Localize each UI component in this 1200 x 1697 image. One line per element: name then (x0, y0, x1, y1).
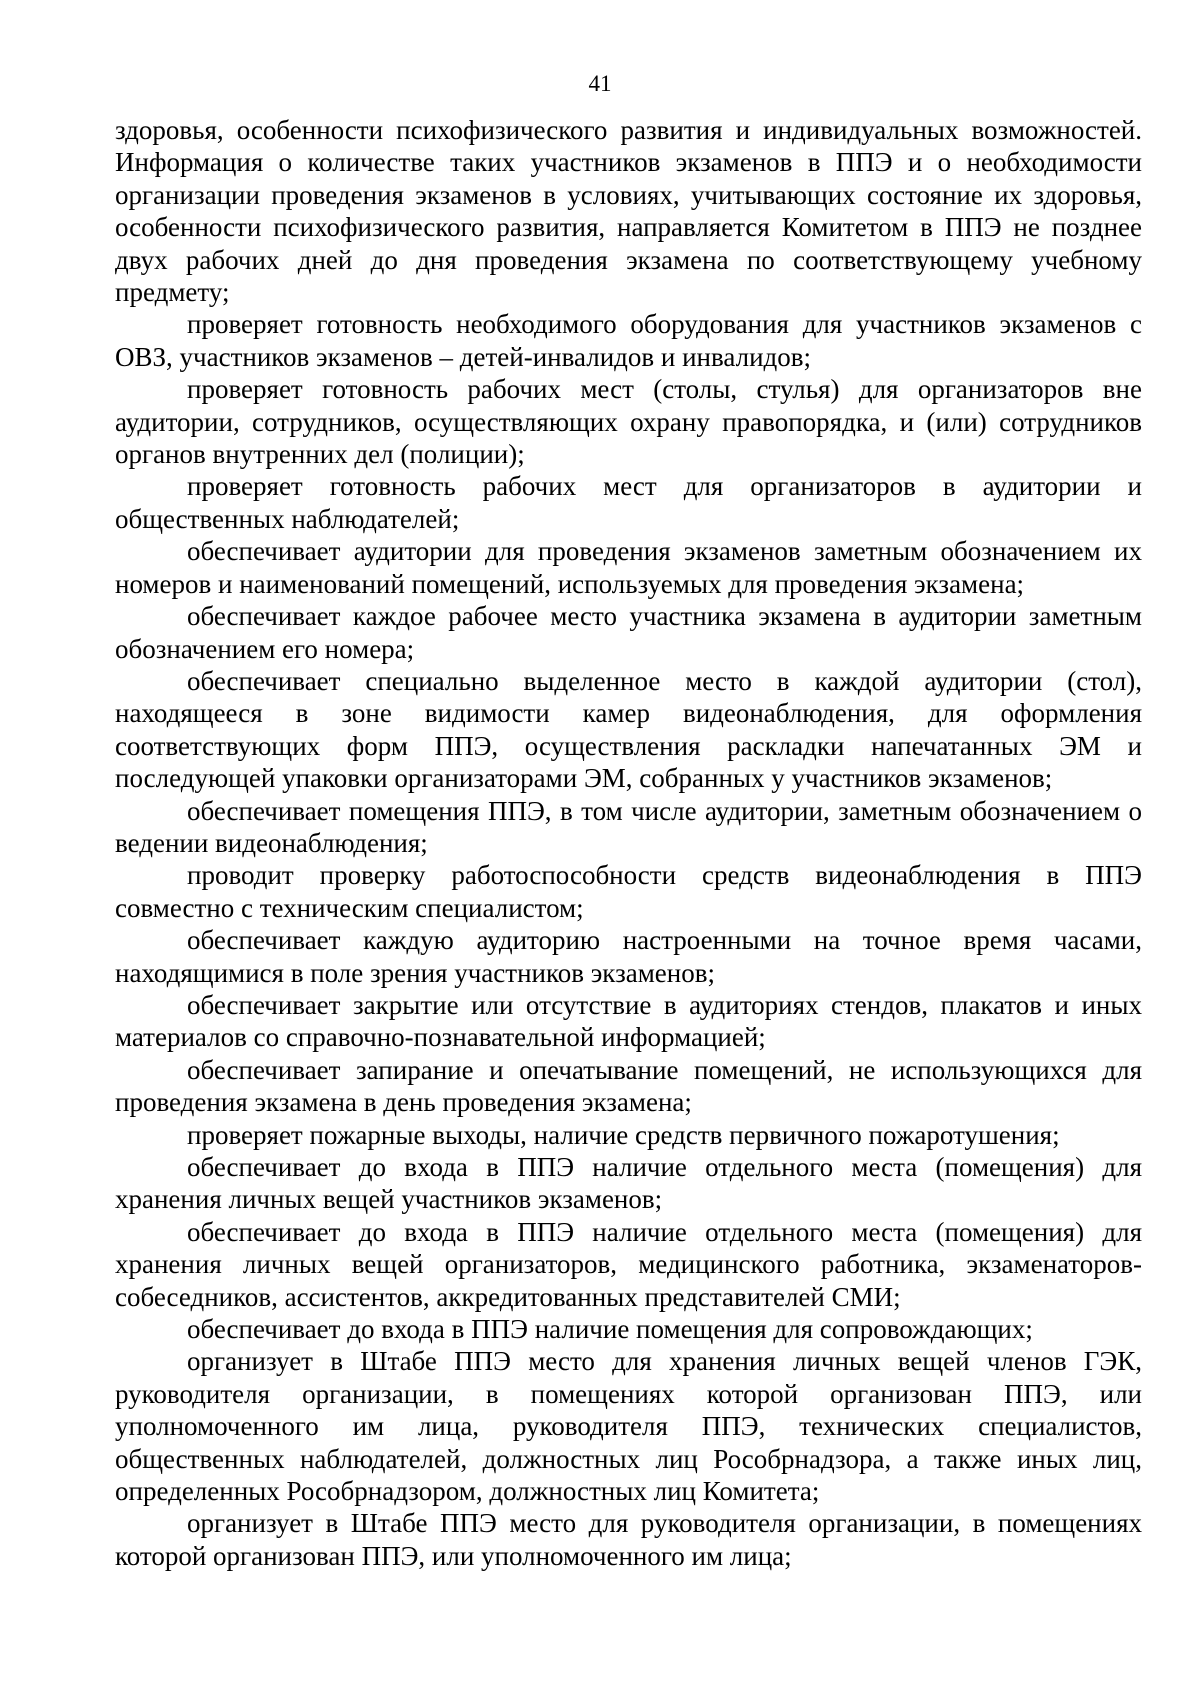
paragraph: обеспечивает специально выделенное место в каждой аудитории (стол), находящееся в зоне видимости камер видеонаблюдения, для оформления соответствующих форм ППЭ, осуществления раскладки напечатанных ЭМ и последующей упаковки организаторами ЭМ, собранных у участников экзаменов; (115, 665, 1142, 794)
paragraph: обеспечивает каждую аудиторию настроенными на точное время часами, находящимися в поле зрения участников экзаменов; (115, 925, 1142, 988)
paragraph: обеспечивает помещения ППЭ, в том числе аудитории, заметным обозначением о ведении видеонаблюдения; (115, 795, 1142, 858)
paragraph: обеспечивает запирание и опечатывание помещений, не использующихся для проведения экзамена в день проведения экзамена; (115, 1054, 1142, 1118)
paragraph: проверяет готовность необходимого оборудования для участников экзаменов с ОВЗ, участников экзаменов – детей-инвалидов и инвалидов; (115, 309, 1142, 372)
paragraph: обеспечивает закрытие или отсутствие в аудиториях стендов, плакатов и иных материалов со справочно-познавательной информацией; (115, 989, 1142, 1053)
paragraph: проверяет готовность рабочих мест (столы, стулья) для организаторов вне аудитории, сотрудников, осуществляющих охрану правопорядка, и (или) сотрудников органов внутренних дел (полиции); (115, 374, 1142, 470)
paragraph: организует в Штабе ППЭ место для хранения личных вещей членов ГЭК, руководителя организации, в помещениях которой организован ППЭ, или уполномоченного им лица, руководителя ППЭ, технических специалистов, общественных наблюдателей, должностных лиц Рособрнадзора, а также иных лиц, определенных Рособрнадзором, должностных лиц Комитета; (115, 1346, 1142, 1507)
paragraph-continuation: здоровья, особенности психофизического развития и индивидуальных возможностей. Информация о количестве таких участников экзаменов в ППЭ и о необходимости организации проведения экзаменов в условиях, учитывающих состояние их здоровья, особенности психофизического развития, направляется Комитетом в ППЭ не позднее двух рабочих дней до дня проведения экзамена по соответствующему учебному предмету; (115, 115, 1142, 308)
paragraph: проверяет готовность рабочих мест для организаторов в аудитории и общественных наблюдателей; (115, 471, 1142, 534)
paragraph: обеспечивает каждое рабочее место участника экзамена в аудитории заметным обозначением его номера; (115, 601, 1142, 664)
document-body (115, 114, 1142, 1572)
paragraph: обеспечивает до входа в ППЭ наличие отдельного места (помещения) для хранения личных вещей организаторов, медицинского работника, экзаменаторов-собеседников, ассистентов, аккредитованных представителей СМИ; (115, 1216, 1142, 1312)
paragraph: проверяет пожарные выходы, наличие средств первичного пожаротушения; (187, 1119, 1060, 1150)
paragraph: обеспечивает аудитории для проведения экзаменов заметным обозначением их номеров и наименований помещений, используемых для проведения экзамена; (115, 536, 1142, 599)
paragraph: обеспечивает до входа в ППЭ наличие отдельного места (помещения) для хранения личных вещей участников экзаменов; (115, 1152, 1142, 1215)
paragraph: обеспечивает до входа в ППЭ наличие помещения для сопровождающих; (187, 1314, 1033, 1345)
paragraph: организует в Штабе ППЭ место для руководителя организации, в помещениях которой организован ППЭ, или уполномоченного им лица; (115, 1508, 1142, 1571)
page-number: 41 (588, 71, 612, 96)
paragraph: проводит проверку работоспособности средств видеонаблюдения в ППЭ совместно с техническим специалистом; (115, 860, 1142, 923)
